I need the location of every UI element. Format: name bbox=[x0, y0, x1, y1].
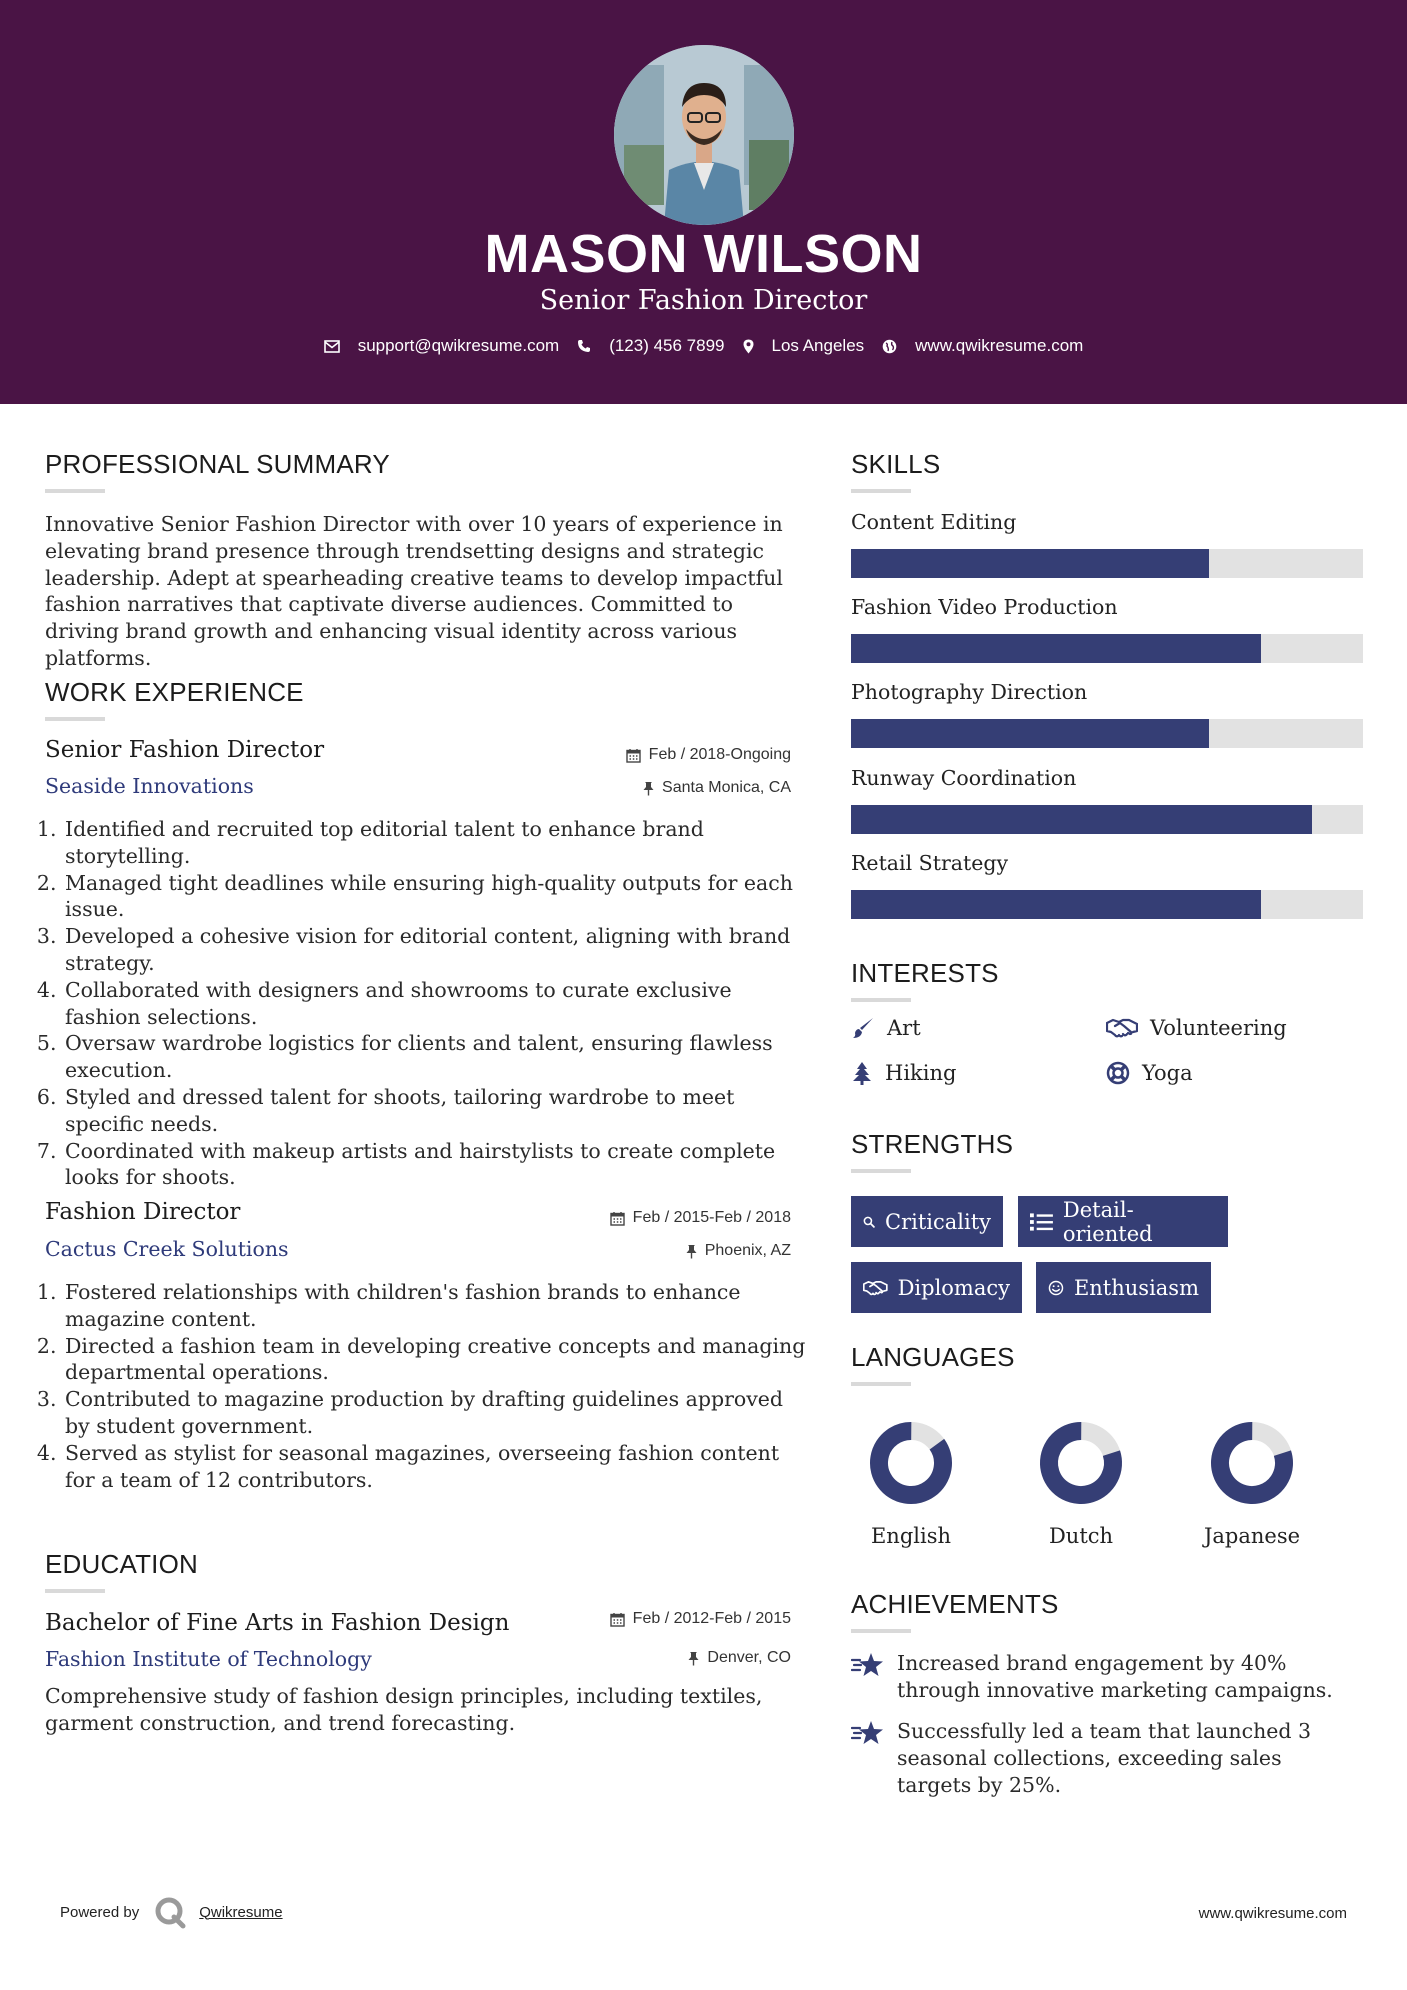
summary-text: Innovative Senior Fashion Director with over 10 years of experience in elevating brand presence through trendsetting designs and strategic leadership. Adept at spearheading creative teams to develop impactful fashion narratives that captivate diverse audiences. Committed to driving brand growth and enhancing visual identity across various platforms. bbox=[45, 512, 783, 670]
contact-website[interactable] bbox=[882, 336, 1083, 356]
skill-bar-fill bbox=[851, 890, 1261, 919]
skills-heading-underline bbox=[851, 489, 911, 493]
language-name: English bbox=[870, 1524, 952, 1548]
achievements-heading-underline bbox=[851, 1629, 911, 1633]
list-item: 1. Fostered relationships with children's fashion brands to enhance magazine content. bbox=[63, 1279, 808, 1333]
skill-bar bbox=[851, 805, 1363, 834]
job-location-text: Santa Monica, CA bbox=[662, 779, 791, 796]
interest-item bbox=[1106, 1016, 1287, 1040]
smile-icon bbox=[1048, 1277, 1064, 1299]
summary-heading: PROFESSIONAL SUMMARY bbox=[45, 449, 390, 479]
contact-website-text: www.qwikresume.com bbox=[915, 336, 1084, 355]
calendar-icon bbox=[626, 748, 641, 763]
skill-name: Runway Coordination bbox=[851, 766, 1077, 790]
powered-by-text: Powered by bbox=[60, 1903, 140, 1921]
experience-heading: WORK EXPERIENCE bbox=[45, 677, 304, 707]
job-location-text: Phoenix, AZ bbox=[704, 1242, 791, 1259]
footer-url[interactable]: www.qwikresume.com bbox=[1198, 1905, 1347, 1922]
skills-heading: SKILLS bbox=[851, 449, 941, 479]
paintbrush-icon bbox=[851, 1016, 875, 1040]
skill-bar-fill bbox=[851, 805, 1312, 834]
interest-label: Volunteering bbox=[1150, 1016, 1287, 1040]
interest-item bbox=[1106, 1061, 1193, 1085]
job-dates bbox=[610, 1209, 791, 1227]
handshake-icon bbox=[1106, 1017, 1138, 1039]
tree-icon bbox=[851, 1061, 873, 1085]
list-item: 3. Contributed to magazine production by drafting guidelines approved by student government. bbox=[63, 1386, 808, 1440]
interest-label: Hiking bbox=[885, 1061, 957, 1085]
pushpin-icon bbox=[643, 781, 654, 796]
education-location bbox=[688, 1649, 791, 1667]
job-duties-list bbox=[45, 816, 808, 1191]
education-location-text: Denver, CO bbox=[707, 1649, 791, 1666]
pushpin-icon bbox=[686, 1244, 697, 1259]
contact-location-text: Los Angeles bbox=[771, 336, 865, 355]
pushpin-icon bbox=[688, 1651, 699, 1666]
job-title: Fashion Director bbox=[45, 1199, 241, 1225]
job-company: Seaside Innovations bbox=[45, 774, 254, 798]
list-item: 5. Oversaw wardrobe logistics for clients and talent, ensuring flawless execution. bbox=[63, 1030, 808, 1084]
contact-phone-text: (123) 456 7899 bbox=[609, 336, 725, 355]
language-name: Japanese bbox=[1203, 1524, 1301, 1548]
strength-label: Detail-oriented bbox=[1062, 1197, 1153, 1246]
skill-bar-fill bbox=[851, 634, 1261, 663]
list-item: 7. Coordinated with makeup artists and hairstylists to create complete looks for shoots. bbox=[63, 1138, 808, 1192]
list-icon bbox=[1030, 1212, 1053, 1232]
globe-icon bbox=[882, 339, 897, 354]
strength-label: Enthusiasm bbox=[1073, 1275, 1199, 1300]
calendar-icon bbox=[610, 1211, 625, 1226]
languages-heading: LANGUAGES bbox=[851, 1342, 1015, 1372]
language-name: Dutch bbox=[1048, 1524, 1114, 1548]
list-item: 4. Served as stylist for seasonal magazines, overseeing fashion content for a team of 12 contributors. bbox=[63, 1440, 808, 1494]
list-item: 6. Styled and dressed talent for shoots, tailoring wardrobe to meet specific needs. bbox=[63, 1084, 808, 1138]
strength-tag bbox=[1018, 1196, 1228, 1247]
skill-bar bbox=[851, 634, 1363, 663]
strength-label: Criticality bbox=[885, 1209, 991, 1234]
skill-bar bbox=[851, 719, 1363, 748]
education-dates-text: Feb / 2012-Feb / 2015 bbox=[632, 1610, 791, 1627]
school-name: Fashion Institute of Technology bbox=[45, 1647, 372, 1671]
strength-label: Diplomacy bbox=[897, 1275, 1010, 1300]
candidate-title: Senior Fashion Director bbox=[539, 285, 868, 316]
education-heading: EDUCATION bbox=[45, 1549, 198, 1579]
interest-label: Art bbox=[887, 1016, 921, 1040]
star-icon bbox=[851, 1652, 885, 1678]
achievement-item bbox=[851, 1718, 1361, 1798]
language-donut bbox=[1209, 1420, 1295, 1506]
envelope-icon bbox=[324, 340, 340, 353]
strengths-heading: STRENGTHS bbox=[851, 1129, 1014, 1159]
job-dates-text: Feb / 2015-Feb / 2018 bbox=[632, 1209, 791, 1226]
contact-email-text: support@qwikresume.com bbox=[357, 336, 560, 355]
contact-email[interactable] bbox=[324, 336, 560, 356]
handshake-icon bbox=[863, 1277, 888, 1299]
interests-heading: INTERESTS bbox=[851, 958, 999, 988]
language-donut bbox=[1038, 1420, 1124, 1506]
skill-bar bbox=[851, 890, 1363, 919]
achievement-text: Successfully led a team that launched 3 seasonal collections, exceeding sales targets by 25%. bbox=[897, 1719, 1312, 1797]
strength-tag bbox=[851, 1262, 1022, 1313]
list-item: 3. Developed a cohesive vision for editorial content, aligning with brand strategy. bbox=[63, 923, 808, 977]
skill-name: Fashion Video Production bbox=[851, 595, 1118, 619]
language-item bbox=[1192, 1420, 1312, 1548]
education-dates bbox=[610, 1610, 791, 1628]
education-description: Comprehensive study of fashion design principles, including textiles, garment construction, and trend forecasting. bbox=[45, 1684, 763, 1735]
interest-item bbox=[851, 1061, 956, 1085]
calendar-icon bbox=[610, 1612, 625, 1627]
language-donut bbox=[868, 1420, 954, 1506]
job-location bbox=[643, 779, 791, 797]
skill-bar bbox=[851, 549, 1363, 578]
list-item: 4. Collaborated with designers and showrooms to curate exclusive fashion selections. bbox=[63, 977, 808, 1031]
skill-name: Content Editing bbox=[851, 510, 1017, 534]
skill-name: Retail Strategy bbox=[851, 851, 1009, 875]
degree-title: Bachelor of Fine Arts in Fashion Design bbox=[45, 1610, 510, 1636]
strengths-heading-underline bbox=[851, 1169, 911, 1173]
interests-heading-underline bbox=[851, 998, 911, 1002]
contact-phone[interactable] bbox=[577, 336, 724, 356]
profile-photo bbox=[614, 45, 794, 225]
resume-header bbox=[0, 0, 1407, 404]
achievement-item bbox=[851, 1650, 1361, 1704]
language-item bbox=[851, 1420, 971, 1548]
qwikresume-logo-icon bbox=[153, 1895, 187, 1929]
job-dates bbox=[626, 746, 791, 764]
phone-icon bbox=[577, 339, 591, 353]
skill-name: Photography Direction bbox=[851, 680, 1088, 704]
job-title: Senior Fashion Director bbox=[45, 737, 325, 763]
job-location bbox=[686, 1242, 791, 1260]
achievements-heading: ACHIEVEMENTS bbox=[851, 1589, 1059, 1619]
candidate-name: MASON WILSON bbox=[484, 224, 923, 284]
experience-heading-underline bbox=[45, 717, 105, 721]
interest-item bbox=[851, 1016, 921, 1040]
skill-bar-fill bbox=[851, 549, 1209, 578]
contact-bar bbox=[0, 336, 1407, 356]
map-pin-icon bbox=[743, 339, 754, 354]
footer-powered-by bbox=[60, 1895, 283, 1929]
list-item: 1. Identified and recruited top editorial talent to enhance brand storytelling. bbox=[63, 816, 808, 870]
qwikresume-link[interactable]: Qwikresume bbox=[199, 1903, 283, 1921]
achievement-text: Increased brand engagement by 40% through innovative marketing campaigns. bbox=[897, 1651, 1333, 1702]
interest-label: Yoga bbox=[1142, 1061, 1193, 1085]
list-item: 2. Directed a fashion team in developing creative concepts and managing departmental operations. bbox=[63, 1333, 808, 1387]
job-company: Cactus Creek Solutions bbox=[45, 1237, 289, 1261]
skill-bar-fill bbox=[851, 719, 1209, 748]
star-icon bbox=[851, 1720, 885, 1746]
contact-location bbox=[743, 336, 865, 356]
strength-tag bbox=[851, 1196, 1003, 1247]
list-item: 2. Managed tight deadlines while ensuring high-quality outputs for each issue. bbox=[63, 870, 808, 924]
job-dates-text: Feb / 2018-Ongoing bbox=[648, 746, 791, 763]
search-icon bbox=[863, 1211, 875, 1233]
strength-tag bbox=[1036, 1262, 1211, 1313]
education-heading-underline bbox=[45, 1589, 105, 1593]
languages-heading-underline bbox=[851, 1382, 911, 1386]
job-duties-list bbox=[45, 1279, 808, 1493]
lifering-icon bbox=[1106, 1061, 1130, 1085]
language-item bbox=[1021, 1420, 1141, 1548]
summary-heading-underline bbox=[45, 489, 105, 493]
